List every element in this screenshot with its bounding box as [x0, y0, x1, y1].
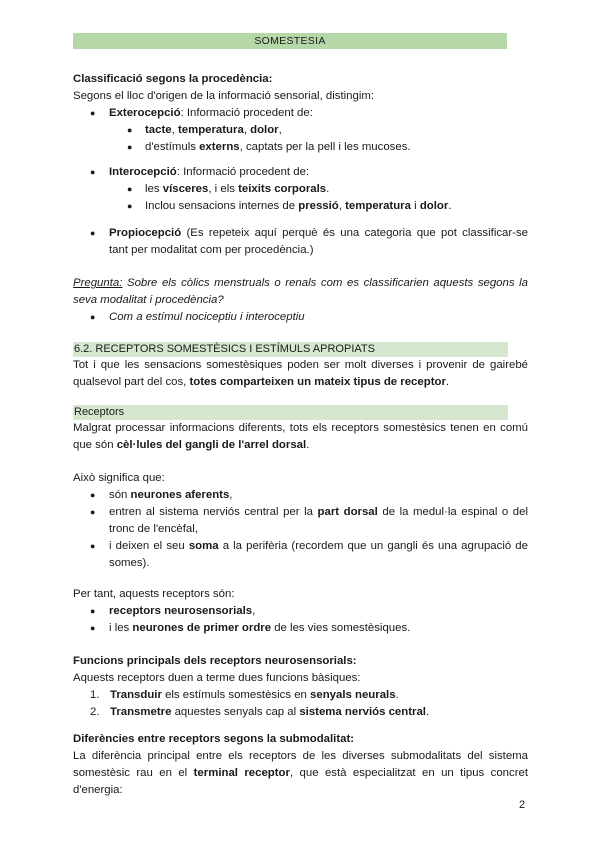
list-item-exteroception-sub1: ● tacte, temperatura, dolor,	[73, 122, 528, 139]
receptors-paragraph: Malgrat processar informacions diferents, tots els receptors somestèsics tenen en comú que són cèl·lules del gangli de l'arrel dorsal.	[73, 422, 528, 451]
therefore-intro: Per tant, aquests receptors són:	[73, 588, 235, 600]
spacer	[73, 454, 528, 470]
section-heading-6-2: 6.2. RECEPTORS SOMESTÈSICS I ESTÍMULS APROPIATS	[73, 342, 508, 357]
spacer	[73, 637, 528, 653]
page-number: 2	[519, 799, 526, 811]
list-item-meaning-2: ● entren al sistema nerviós central per la part dorsal de la medul·la espinal o del tronc de l'encèfal,	[90, 506, 529, 535]
list-item-interoception-sub1: ● les vísceres, i els teixits corporals.	[73, 181, 528, 198]
list-item-exteroception: ● Exterocepció: Informació procedent de:	[73, 105, 528, 122]
page-title: SOMESTESIA	[73, 33, 507, 49]
spacer	[73, 215, 528, 225]
spacer	[73, 721, 528, 731]
functions-intro: Aquests receptors duen a terme dues funcions bàsiques:	[73, 672, 361, 684]
list-item-proprioception: ● Propiocepció (Es repeteix aquí perquè és una categoria que pot classificar-se tant per modalitat com per procedència.)	[90, 227, 528, 256]
differences-paragraph: La diferència principal entre els receptors de les diverses submodalitats del sistema somestèsic rau en el terminal receptor, que està especialitzat en un tipus concret d'energia:	[73, 750, 528, 796]
classification-list	[73, 105, 528, 259]
therefore-list	[73, 603, 528, 637]
bullet-icon: ●	[90, 623, 96, 633]
bullet-icon: ●	[127, 142, 133, 152]
classification-intro: Segons el lloc d'origen de la informació sensorial, distingim:	[73, 90, 375, 102]
list-item-therefore-1: ● receptors neurosensorials,	[73, 603, 528, 620]
page-content	[73, 33, 528, 799]
bullet-icon: ●	[90, 541, 96, 551]
spacer	[73, 572, 528, 586]
bullet-icon: ●	[127, 184, 133, 194]
bullet-icon: ●	[90, 312, 96, 322]
list-item-meaning-1: ● són neurones aferents,	[73, 487, 528, 504]
spacer	[73, 326, 528, 342]
functions-heading: Funcions principals dels receptors neurosensorials:	[73, 655, 357, 667]
answer-item: ● Com a estímul nociceptiu i interoceptiu	[73, 309, 528, 326]
bullet-icon: ●	[90, 507, 96, 517]
bullet-icon: ●	[127, 125, 133, 135]
list-item-therefore-2: ● i les neurones de primer ordre de les vies somestèsiques.	[73, 620, 528, 637]
answer-list	[73, 309, 528, 326]
list-item-exteroception-sub2: ● d'estímuls externs, captats per la pell i les mucoses.	[73, 139, 528, 156]
spacer	[73, 156, 528, 164]
list-item-function-2: 2. Transmetre aquestes senyals cap al sistema nerviós central.	[90, 706, 430, 718]
bullet-icon: ●	[127, 201, 133, 211]
list-item-interoception-sub2: ● Inclou sensacions internes de pressió, temperatura i dolor.	[73, 198, 528, 215]
section-6-2-text: Tot i que les sensacions somestèsiques poden ser molt diverses i provenir de gairebé qualsevol part del cos, totes comparteixen un mateix tipus de receptor.	[73, 359, 528, 388]
bullet-icon: ●	[90, 108, 96, 118]
differences-heading: Diferències entre receptors segons la submodalitat:	[73, 733, 355, 745]
spacer	[73, 259, 528, 275]
functions-list	[73, 687, 528, 721]
classification-heading: Classificació segons la procedència:	[73, 73, 273, 85]
bullet-icon: ●	[90, 228, 96, 238]
section-heading-receptors: Receptors	[73, 405, 508, 420]
list-item-meaning-3: ● i deixen el seu soma a la perifèria (recordem que un gangli és una agrupació de somes).	[90, 540, 528, 569]
bullet-icon: ●	[90, 167, 96, 177]
meaning-intro: Això significa que:	[73, 472, 165, 484]
list-item-interoception: ● Interocepció: Informació procedent de:	[73, 164, 528, 181]
meaning-list	[73, 487, 528, 572]
bullet-icon: ●	[90, 606, 96, 616]
list-item-function-1: 1. Transduir els estímuls somestèsics en senyals neurals.	[90, 689, 399, 701]
spacer	[73, 391, 528, 405]
bullet-icon: ●	[90, 490, 96, 500]
question-text: Pregunta: Sobre els còlics menstruals o renals com es classificarien aquests segons la seva modalitat i procedència?	[73, 277, 528, 306]
